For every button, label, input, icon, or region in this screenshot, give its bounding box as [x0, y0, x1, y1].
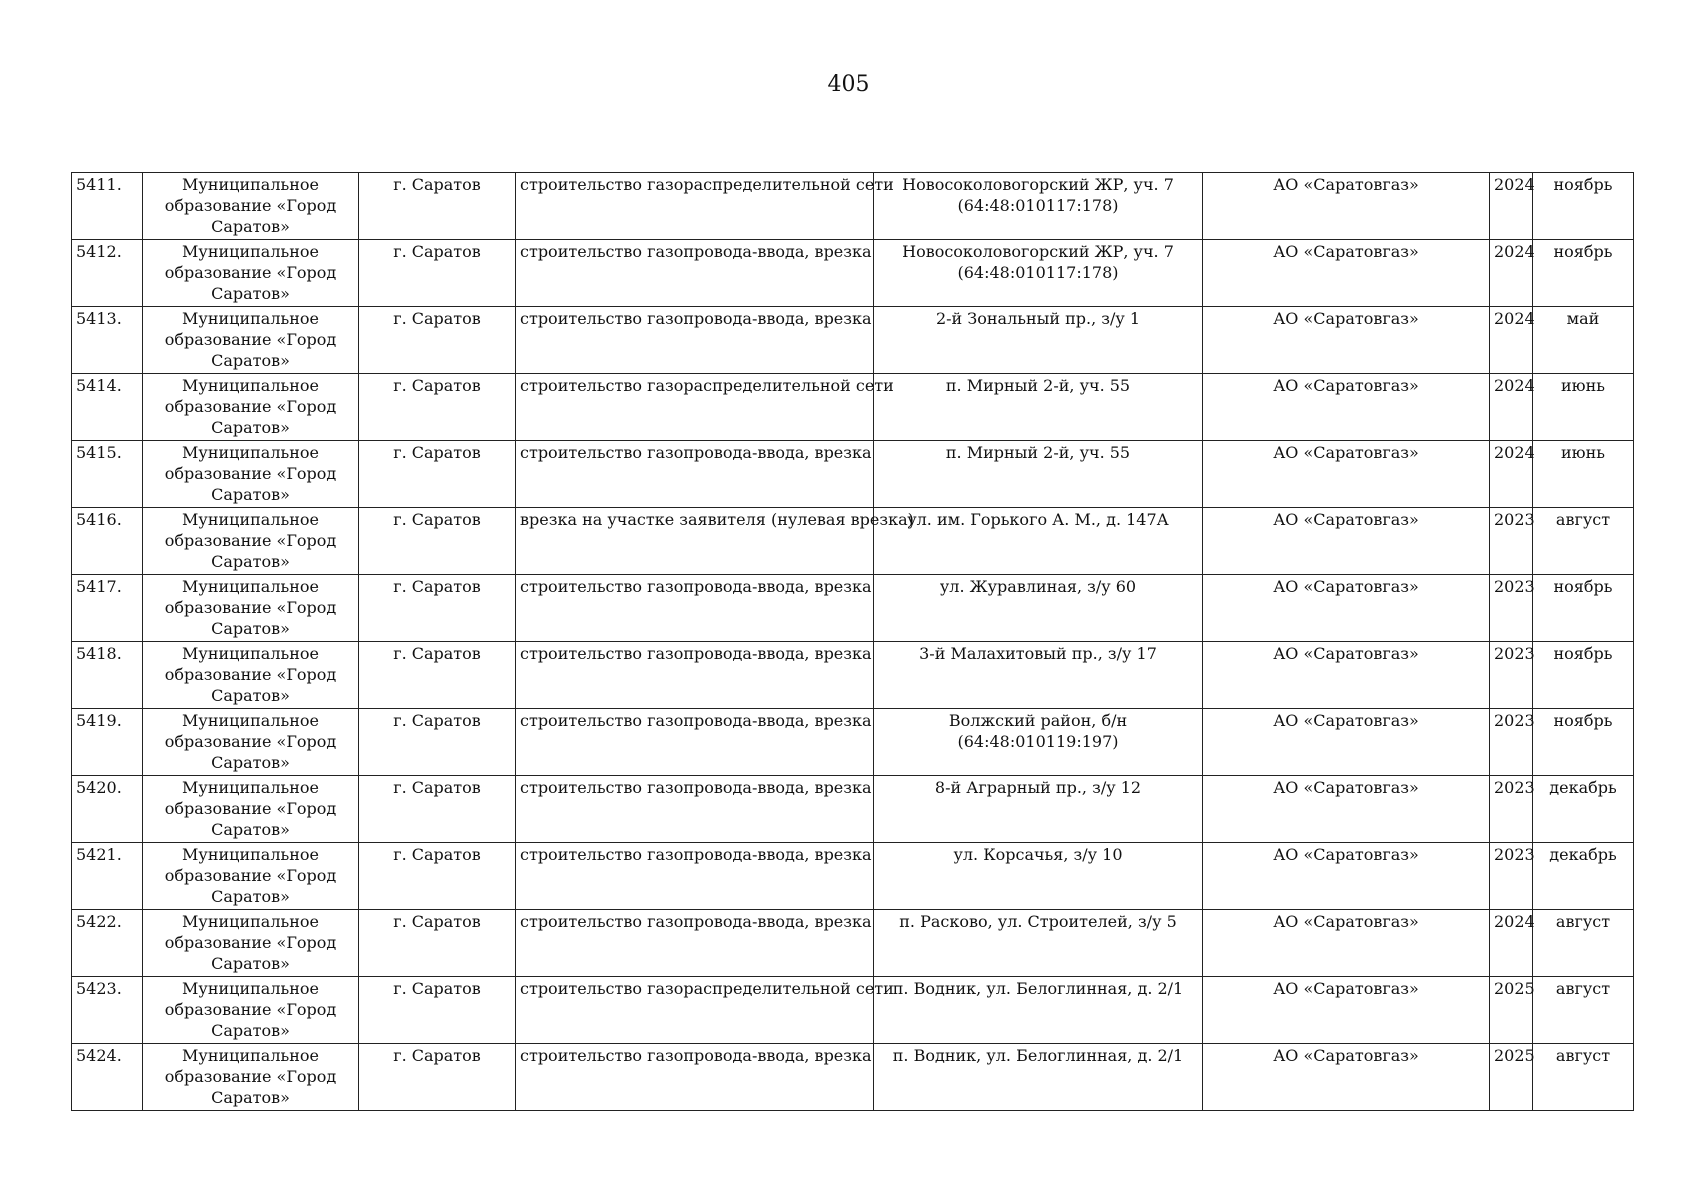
organization-cell: АО «Саратовгаз»: [1203, 776, 1490, 843]
work-type-cell: строительство газопровода-ввода, врезка: [516, 776, 874, 843]
table-row: [72, 173, 1634, 240]
address-cell: ул. Журавлиная, з/у 60: [874, 575, 1203, 642]
work-type-cell: строительство газораспределительной сети: [516, 977, 874, 1044]
city-cell: г. Саратов: [359, 575, 516, 642]
municipality-cell: Муниципальное образование «Город Саратов»: [143, 843, 359, 910]
city-cell: г. Саратов: [359, 642, 516, 709]
table-row: [72, 1044, 1634, 1111]
address-cell: 2-й Зональный пр., з/у 1: [874, 307, 1203, 374]
work-type-cell: строительство газопровода-ввода, врезка: [516, 709, 874, 776]
table-row: [72, 776, 1634, 843]
municipality-cell: Муниципальное образование «Город Саратов»: [143, 1044, 359, 1111]
organization-cell: АО «Саратовгаз»: [1203, 374, 1490, 441]
table-row: [72, 508, 1634, 575]
city-cell: г. Саратов: [359, 374, 516, 441]
year-cell: 2023: [1490, 709, 1533, 776]
city-cell: г. Саратов: [359, 843, 516, 910]
year-cell: 2023: [1490, 642, 1533, 709]
municipality-cell: Муниципальное образование «Город Саратов»: [143, 910, 359, 977]
year-cell: 2024: [1490, 910, 1533, 977]
organization-cell: АО «Саратовгаз»: [1203, 441, 1490, 508]
organization-cell: АО «Саратовгаз»: [1203, 709, 1490, 776]
municipality-cell: Муниципальное образование «Город Саратов»: [143, 508, 359, 575]
gas-connection-table: [71, 172, 1634, 1111]
address-cell: ул. Корсачья, з/у 10: [874, 843, 1203, 910]
year-cell: 2024: [1490, 240, 1533, 307]
page-number: 405: [827, 72, 870, 97]
row-number-cell: 5411.: [72, 173, 143, 240]
organization-cell: АО «Саратовгаз»: [1203, 977, 1490, 1044]
work-type-cell: строительство газопровода-ввода, врезка: [516, 1044, 874, 1111]
month-cell: ноябрь: [1533, 575, 1634, 642]
year-cell: 2024: [1490, 374, 1533, 441]
city-cell: г. Саратов: [359, 709, 516, 776]
month-cell: ноябрь: [1533, 709, 1634, 776]
month-cell: ноябрь: [1533, 642, 1634, 709]
table-row: [72, 307, 1634, 374]
table-row: [72, 977, 1634, 1044]
work-type-cell: строительство газопровода-ввода, врезка: [516, 240, 874, 307]
row-number-cell: 5412.: [72, 240, 143, 307]
address-cell: Новосоколовогорский ЖР, уч. 7 (64:48:010117:178): [874, 173, 1203, 240]
address-cell: п. Водник, ул. Белоглинная, д. 2/1: [874, 1044, 1203, 1111]
city-cell: г. Саратов: [359, 776, 516, 843]
table-row: [72, 843, 1634, 910]
month-cell: ноябрь: [1533, 240, 1634, 307]
row-number-cell: 5421.: [72, 843, 143, 910]
year-cell: 2024: [1490, 441, 1533, 508]
city-cell: г. Саратов: [359, 173, 516, 240]
year-cell: 2023: [1490, 843, 1533, 910]
row-number-cell: 5419.: [72, 709, 143, 776]
year-cell: 2024: [1490, 173, 1533, 240]
table-body: [72, 173, 1634, 1111]
city-cell: г. Саратов: [359, 240, 516, 307]
row-number-cell: 5414.: [72, 374, 143, 441]
organization-cell: АО «Саратовгаз»: [1203, 843, 1490, 910]
organization-cell: АО «Саратовгаз»: [1203, 508, 1490, 575]
month-cell: декабрь: [1533, 843, 1634, 910]
year-cell: 2023: [1490, 575, 1533, 642]
city-cell: г. Саратов: [359, 910, 516, 977]
work-type-cell: строительство газопровода-ввода, врезка: [516, 910, 874, 977]
municipality-cell: Муниципальное образование «Город Саратов»: [143, 575, 359, 642]
month-cell: август: [1533, 910, 1634, 977]
municipality-cell: Муниципальное образование «Город Саратов»: [143, 776, 359, 843]
row-number-cell: 5413.: [72, 307, 143, 374]
city-cell: г. Саратов: [359, 441, 516, 508]
organization-cell: АО «Саратовгаз»: [1203, 575, 1490, 642]
month-cell: ноябрь: [1533, 173, 1634, 240]
table-row: [72, 374, 1634, 441]
organization-cell: АО «Саратовгаз»: [1203, 910, 1490, 977]
municipality-cell: Муниципальное образование «Город Саратов»: [143, 709, 359, 776]
row-number-cell: 5416.: [72, 508, 143, 575]
municipality-cell: Муниципальное образование «Город Саратов»: [143, 642, 359, 709]
month-cell: август: [1533, 977, 1634, 1044]
work-type-cell: строительство газопровода-ввода, врезка: [516, 441, 874, 508]
work-type-cell: строительство газопровода-ввода, врезка: [516, 642, 874, 709]
address-cell: п. Расково, ул. Строителей, з/у 5: [874, 910, 1203, 977]
year-cell: 2025: [1490, 1044, 1533, 1111]
month-cell: август: [1533, 1044, 1634, 1111]
organization-cell: АО «Саратовгаз»: [1203, 1044, 1490, 1111]
row-number-cell: 5415.: [72, 441, 143, 508]
address-cell: 8-й Аграрный пр., з/у 12: [874, 776, 1203, 843]
work-type-cell: строительство газораспределительной сети: [516, 374, 874, 441]
municipality-cell: Муниципальное образование «Город Саратов»: [143, 173, 359, 240]
year-cell: 2023: [1490, 776, 1533, 843]
address-cell: ул. им. Горького А. М., д. 147А: [874, 508, 1203, 575]
year-cell: 2023: [1490, 508, 1533, 575]
organization-cell: АО «Саратовгаз»: [1203, 240, 1490, 307]
table-row: [72, 240, 1634, 307]
work-type-cell: строительство газопровода-ввода, врезка: [516, 843, 874, 910]
address-cell: п. Водник, ул. Белоглинная, д. 2/1: [874, 977, 1203, 1044]
row-number-cell: 5418.: [72, 642, 143, 709]
work-type-cell: врезка на участке заявителя (нулевая врезка): [516, 508, 874, 575]
organization-cell: АО «Саратовгаз»: [1203, 173, 1490, 240]
address-cell: п. Мирный 2-й, уч. 55: [874, 441, 1203, 508]
year-cell: 2025: [1490, 977, 1533, 1044]
municipality-cell: Муниципальное образование «Город Саратов»: [143, 240, 359, 307]
work-type-cell: строительство газопровода-ввода, врезка: [516, 575, 874, 642]
row-number-cell: 5420.: [72, 776, 143, 843]
month-cell: декабрь: [1533, 776, 1634, 843]
row-number-cell: 5417.: [72, 575, 143, 642]
table-row: [72, 441, 1634, 508]
table-row: [72, 575, 1634, 642]
address-cell: Волжский район, б/н (64:48:010119:197): [874, 709, 1203, 776]
city-cell: г. Саратов: [359, 1044, 516, 1111]
table-row: [72, 642, 1634, 709]
row-number-cell: 5423.: [72, 977, 143, 1044]
year-cell: 2024: [1490, 307, 1533, 374]
organization-cell: АО «Саратовгаз»: [1203, 307, 1490, 374]
month-cell: май: [1533, 307, 1634, 374]
table-row: [72, 709, 1634, 776]
month-cell: август: [1533, 508, 1634, 575]
city-cell: г. Саратов: [359, 307, 516, 374]
municipality-cell: Муниципальное образование «Город Саратов»: [143, 374, 359, 441]
municipality-cell: Муниципальное образование «Город Саратов»: [143, 441, 359, 508]
table-row: [72, 910, 1634, 977]
city-cell: г. Саратов: [359, 977, 516, 1044]
month-cell: июнь: [1533, 374, 1634, 441]
municipality-cell: Муниципальное образование «Город Саратов»: [143, 307, 359, 374]
address-cell: п. Мирный 2-й, уч. 55: [874, 374, 1203, 441]
municipality-cell: Муниципальное образование «Город Саратов»: [143, 977, 359, 1044]
month-cell: июнь: [1533, 441, 1634, 508]
row-number-cell: 5424.: [72, 1044, 143, 1111]
work-type-cell: строительство газораспределительной сети: [516, 173, 874, 240]
address-cell: Новосоколовогорский ЖР, уч. 7 (64:48:010117:178): [874, 240, 1203, 307]
work-type-cell: строительство газопровода-ввода, врезка: [516, 307, 874, 374]
address-cell: 3-й Малахитовый пр., з/у 17: [874, 642, 1203, 709]
row-number-cell: 5422.: [72, 910, 143, 977]
city-cell: г. Саратов: [359, 508, 516, 575]
organization-cell: АО «Саратовгаз»: [1203, 642, 1490, 709]
